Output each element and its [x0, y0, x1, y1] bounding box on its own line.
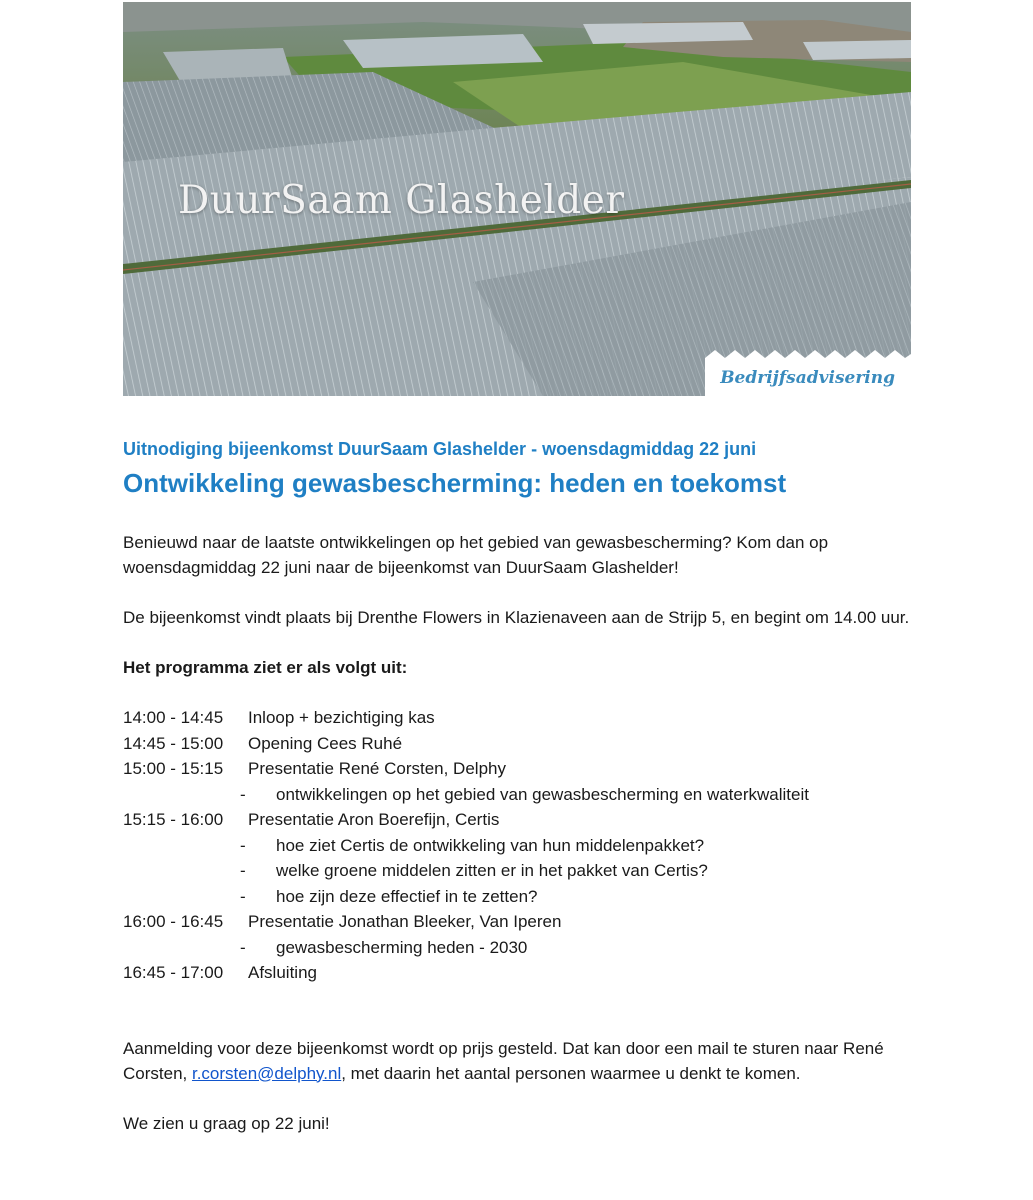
schedule-item: Inloop + bezichtiging kas: [248, 708, 435, 727]
bullet-dash: -: [240, 861, 246, 880]
subitem-text: hoe ziet Certis de ontwikkeling van hun middelenpakket?: [276, 835, 705, 855]
registration-text: Aanmelding voor deze bijeenkomst wordt op prijs gesteld. Dat kan door een mail te sturen naar René Corsten,: [123, 1038, 884, 1083]
schedule-subitem: [123, 858, 923, 884]
banner-tag-label: Bedrijfsadvisering: [720, 368, 895, 388]
program-heading: Het programma ziet er als volgt uit:: [123, 658, 408, 677]
schedule-row: [123, 909, 923, 935]
program-schedule: [123, 705, 923, 986]
bullet-dash: -: [240, 937, 246, 957]
schedule-time: 16:45 - 17:00: [123, 963, 224, 982]
schedule-item: Opening Cees Ruhé: [248, 733, 403, 753]
schedule-item: Presentatie Aron Boerefijn, Certis: [248, 810, 500, 829]
schedule-row: [123, 807, 923, 833]
venue-paragraph: De bijeenkomst vindt plaats bij Drenthe Flowers in Klazienaveen aan de Strijp 5, en begint om 14.00 uur.: [123, 608, 910, 627]
schedule-item: Presentatie René Corsten, Delphy: [248, 759, 506, 778]
email-link[interactable]: r.corsten@delphy.nl: [191, 1063, 342, 1083]
schedule-row: [123, 756, 923, 782]
bullet-dash: -: [240, 784, 246, 804]
closing-line: We zien u graag op 22 juni!: [123, 1113, 330, 1133]
schedule-row: [123, 705, 923, 731]
schedule-time: 14:00 - 14:45: [123, 708, 224, 727]
registration-paragraph: [123, 1036, 923, 1086]
schedule-subitem: [123, 935, 923, 961]
schedule-row: [123, 960, 923, 986]
schedule-time: 15:15 - 16:00: [123, 810, 224, 829]
banner-title: DuurSaam Glashelder: [178, 178, 625, 223]
subitem-text: hoe zijn deze effectief in te zetten?: [276, 886, 538, 906]
schedule-time: 15:00 - 15:15: [123, 759, 224, 778]
schedule-subitem: [123, 884, 923, 910]
subitem-text: welke groene middelen zitten er in het pakket van Certis?: [276, 861, 708, 880]
bullet-dash: -: [240, 835, 246, 855]
bullet-dash: -: [240, 886, 246, 906]
registration-text-end: , met daarin het aantal personen waarmee u denkt te komen.: [341, 1063, 801, 1083]
schedule-row: [123, 731, 923, 757]
schedule-subitem: [123, 833, 923, 859]
schedule-time: 14:45 - 15:00: [123, 733, 224, 753]
schedule-subitem: [123, 782, 923, 808]
schedule-item: Presentatie Jonathan Bleeker, Van Iperen: [248, 912, 562, 931]
subitem-text: gewasbescherming heden - 2030: [276, 937, 528, 957]
schedule-time: 16:00 - 16:45: [123, 912, 224, 931]
header-banner: [123, 2, 911, 396]
intro-paragraph: Benieuwd naar de laatste ontwikkelingen op het gebied van gewasbescherming? Kom dan op woensdagmiddag 22 juni naar de bijeenkomst van DuurSaam Glashelder!: [123, 533, 829, 577]
letter-content: [123, 436, 923, 1136]
invitation-subtitle: Uitnodiging bijeenkomst DuurSaam Glashelder - woensdagmiddag 22 juni: [123, 439, 757, 459]
page-title: Ontwikkeling gewasbescherming: heden en toekomst: [123, 468, 787, 498]
subitem-text: ontwikkelingen op het gebied van gewasbescherming en waterkwaliteit: [276, 784, 809, 804]
schedule-item: Afsluiting: [248, 963, 317, 982]
